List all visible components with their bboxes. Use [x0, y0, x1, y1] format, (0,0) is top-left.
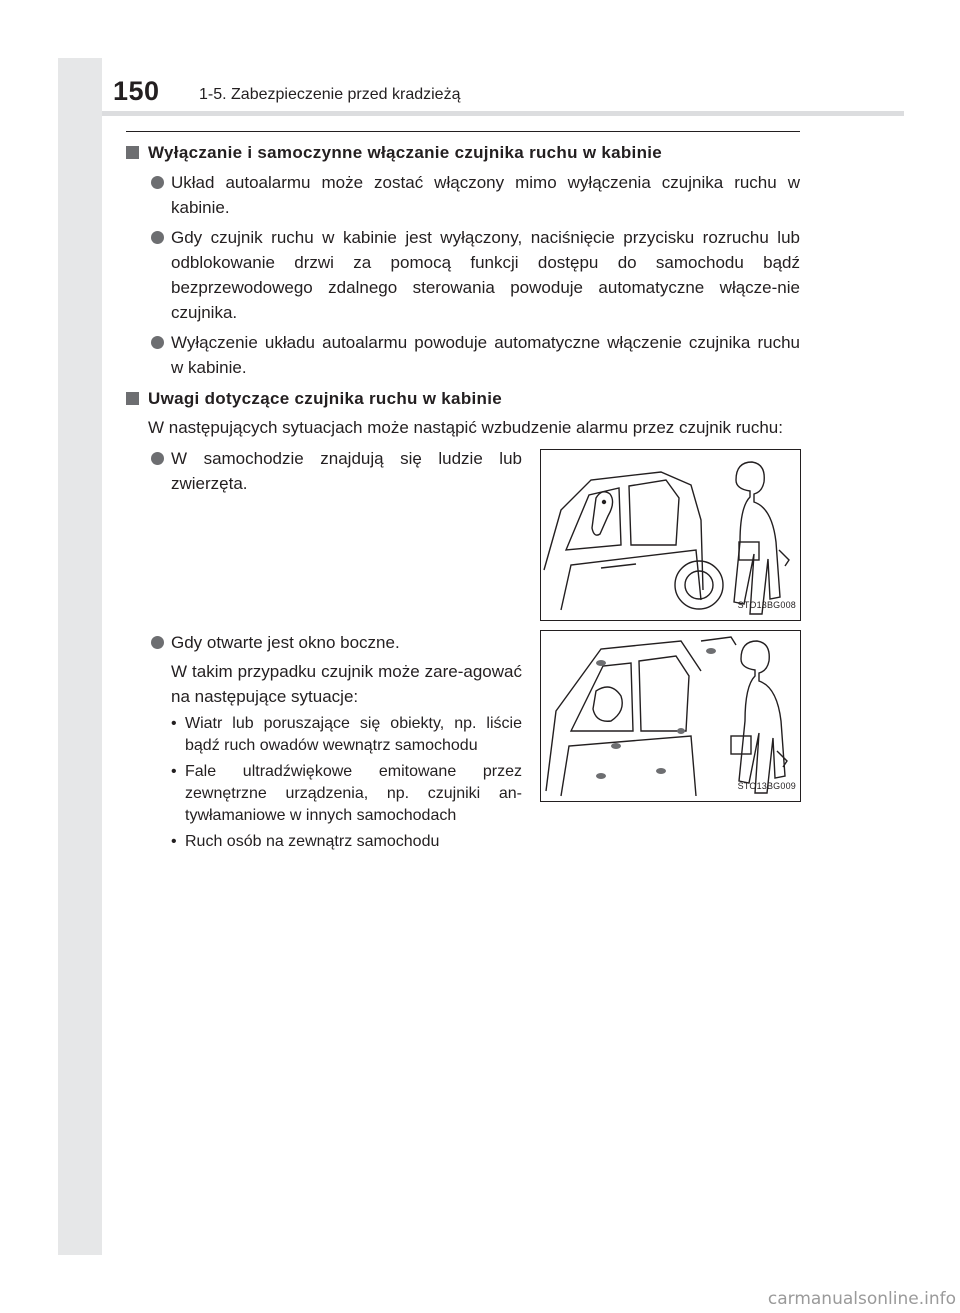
square-bullet-icon	[126, 392, 139, 405]
circle-bullet-icon	[151, 452, 164, 465]
list-item	[126, 446, 522, 496]
list-item-text: Układ autoalarmu może zostać włączony mimo wyłączenia czujnika ruchu w kabinie.	[171, 173, 800, 217]
list-item	[126, 831, 522, 853]
header-rule	[102, 111, 904, 116]
list-item-text: Ruch osób na zewnątrz samochodu	[185, 833, 440, 850]
figure-open-window	[540, 630, 801, 802]
people-animals-block	[126, 446, 800, 630]
list-item-text: Wiatr lub poruszające się obiekty, np. liście bądź ruch owadów wewnątrz samochodu	[185, 715, 522, 754]
dash-bullet: •	[171, 715, 177, 732]
list-item	[126, 170, 800, 220]
list-item	[126, 225, 800, 325]
side-band	[58, 58, 102, 1255]
chapter-title: 1-5. Zabezpieczenie przed kradzieżą	[199, 86, 461, 103]
list-item-text: Gdy czujnik ruchu w kabinie jest wyłączony, naciśnięcie przycisku rozruchu lub odblokowanie drzwi za pomocą funkcji dostępu do samochodu bądź bezprzewodowego zdalnego sterowania powoduje automatyczne włącze-nie czujnika.	[171, 228, 800, 322]
sub-paragraph: W takim przypadku czujnik może zare-agować na następujące sytuacje:	[171, 662, 522, 706]
figure-dog-in-car	[540, 449, 801, 621]
square-bullet-icon	[126, 146, 139, 159]
list-item-text: W samochodzie znajdują się ludzie lub zwierzęta.	[171, 449, 522, 493]
circle-bullet-icon	[151, 636, 164, 649]
open-window-block	[126, 630, 800, 890]
list-item-text: Fale ultradźwiękowe emitowane przez zewnętrzne urządzenia, np. czujniki an-tywłamaniowe w innych samochodach	[185, 763, 522, 824]
circle-bullet-icon	[151, 176, 164, 189]
list-item	[126, 713, 522, 757]
intro-paragraph: W następujących sytuacjach może nastąpić wzbudzenie alarmu przez czujnik ruchu:	[148, 418, 783, 437]
section-heading-text: Uwagi dotyczące czujnika ruchu w kabinie	[148, 389, 502, 408]
section-heading	[126, 386, 800, 411]
dash-bullet: •	[171, 763, 177, 780]
figure-code: STO13BG008	[737, 600, 796, 610]
list-item	[126, 630, 522, 655]
section-heading-text: Wyłączanie i samoczynne włączanie czujnika ruchu w kabinie	[148, 143, 663, 162]
page-number: 150	[113, 76, 160, 106]
figure-code: STO13BG009	[737, 781, 796, 791]
section-divider	[126, 131, 800, 132]
circle-bullet-icon	[151, 336, 164, 349]
page-content	[126, 140, 800, 890]
list-item	[126, 761, 522, 827]
dash-bullet: •	[171, 833, 177, 850]
watermark[interactable]: carmanualsonline.info	[767, 1289, 956, 1309]
list-item-text: Gdy otwarte jest okno boczne.	[171, 633, 400, 652]
list-item-text: Wyłączenie układu autoalarmu powoduje automatyczne włączenie czujnika ruchu w kabinie.	[171, 333, 800, 377]
circle-bullet-icon	[151, 231, 164, 244]
section-heading	[126, 140, 800, 165]
list-item	[126, 330, 800, 380]
